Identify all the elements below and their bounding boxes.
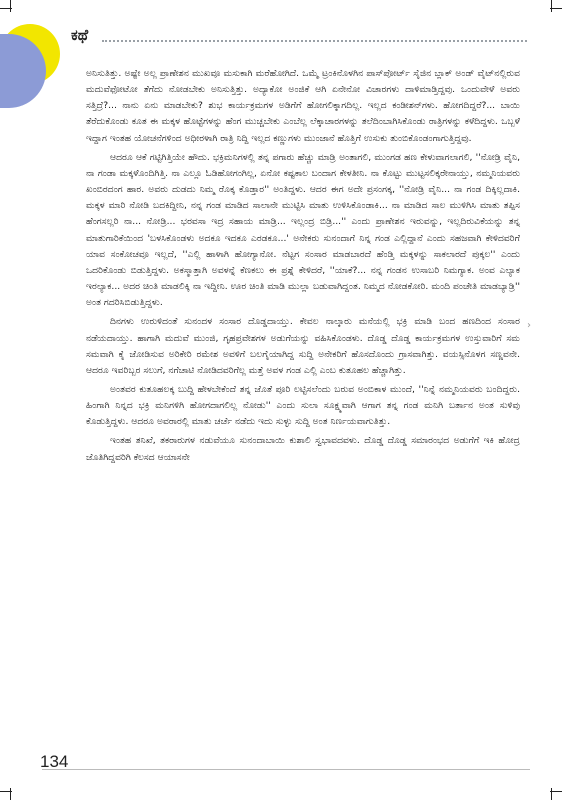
paragraph: ದಿನಗಳು ಉರುಳಿದಂತೆ ಸುನಂದಳ ಸಂಸಾರ ದೊಡ್ಡದಾಯ್ತು. ಕೇವಲ ನಾಲ್ಕಾರು ಮನೆಯಲ್ಲಿ ಭಕ್ರಿ ಮಾಡಿ ಬಂದ ಹಣದಿಂದ ಸಂಸಾರ ನಡೆಯದಾಯ್ತು. ಹಾಗಾಗಿ ಮದುವೆ ಮುಂಜಿ, ಗೃಹಪ್ರವೇಶಗಳ ಅಡುಗೆಯನ್ನು ವಹಿಸಿಕೊಂಡಳು. ದೊಡ್ಡ ದೊಡ್ಡ ಕಾರ್ಯಕ್ರಮಗಳ ಉಸ್ತುವಾರಿಗೆ ಸಮ ಸಮವಾಗಿ ಕೈ ಜೋಡಿಸುವ ಅರಿಕೇರಿ ರಮೇಶ ಅವಳಿಗೆ ಬಲಗೈಯಾಗಿದ್ದ ಸುದ್ದಿ ಅನೇಕರಿಗೆ ಹೊಸದೊಂದು ಗ್ರಾಸವಾಗಿತ್ತು. ವಯಸ್ಸಿನೊಳಗ ಸಣ್ಣವನೇ. ಆದರೂ ಇವರಿಬ್ಬರ ಸಲುಗೆ, ನಗೆಚಾಟಿ ನೋಡಿದವರಿಗೆಲ್ಲ ಮತ್ತೆ ಅವಳ ಗಂಡ ಎಲ್ಲಿ ಎಂಬ ಕುತೂಹಲ ಹೆಚ್ಚಾಗಿತ್ತು. [86, 316, 520, 376]
crop-mark-bottom-right-v [551, 788, 552, 800]
paragraph: ಅಂತವರ ಕುತೂಹಲಕ್ಕ ಬುದ್ದಿ ಹೇಳಬೇಕೆಂದೆ ತನ್ನ ಜೊತೆ ಪೂರಿ ಲಟ್ಟಿಸಲೆಂದು ಬರುವ ಅಂಬಿಕಾಳ ಮುಂದೆ, ''ನಿನ್ನೆ ನಮ್ಮನಿಯವರು ಬಂದಿದ್ದರು. ಹಿಂಗಾಗಿ ನಿನ್ನದ ಭಕ್ರಿ ಮನಿಗಳಿಗಿ ಹೋಗದಾಗಲಿಲ್ಲ ನೋಡು'' ಎಂದು ಸುಲಾ ಸೂಕ್ಷ್ಮವಾಗಿ ಆಗಾಗ ತನ್ನ ಗಂಡ ಮನಿಗಿ ಬರ್ತಾನ ಅಂತ ಸುಳಿವು ಕೊಡುತ್ತಿದ್ದಳು. ಆದರೂ ಅವರಾರಲ್ಲಿ ಮಾತು ಚರ್ಚೆ ನಡೆದು ಇದು ಸುಳ್ಳು ಸುದ್ದಿ ಅಂತ ನಿರ್ಣಯವಾಗುತಿತ್ತು. [86, 383, 520, 428]
header-dotted-rule [102, 40, 527, 42]
paragraph: ಇಂತಹ ತನಿಖೆ, ತಕರಾರುಗಳ ನಡುವೆಯೂ ಸುನಂದಾಬಾಯಿ ಕುಶಾಲಿ ಸ್ವಭಾವದವಳು. ದೊಡ್ಡ ದೊಡ್ಡ ಸಮಾರಂಭದ ಅಡುಗೆಗೆ ಇಕಿ ಹೋದ್ರ ಜೊತಿಗಿದ್ದವರಿಗಿ ಕೆಲಸದ ಆಯಾಸನೇ [86, 435, 520, 463]
section-title: ಕಥೆ [71, 26, 89, 44]
crop-mark-top-left-v [10, 0, 11, 12]
page-number: 134 [40, 752, 69, 771]
paragraph: ಆದರೂ ಆಕೆ ಗಟ್ಟಿಗಿತ್ತಿಯೇ ಹೌದು. ಭಕ್ರಿಮನಿಗಳಲ್ಲಿ ತನ್ನ ಪಗಾರು ಹೆಚ್ಚು ಮಾಡ್ರಿ ಅಂತಾಗಲಿ, ಮುಂಗಡ ಹಣ ಕೇಳುವಾಗಲಾಗಲಿ, ''ನೋಡ್ರಿ ವೈನಿ, ನಾ ಗಂಡಾ ಮಕ್ಕಳೊಂದಿಗಿತ್ತಿ. ನಾ ಎಲ್ಲೂ ಓಡಿಹೋಗಂಗಿಲ್ಲ, ಏನೋ ಕಷ್ಟಕಾಲ ಬಂದಾಗ ಕೇಳತೀನಿ. ನಾ ಕೊಟ್ಟು ಮುಟ್ಟಸಲಿಕ್ಕರೇನಾಯ್ತು, ನಮ್ಮನಿಯವರು ಖಂಬಿರದಂಗ ಹಾರ. ಅವರು ದುಡದು ನಿಮ್ಮ ರೊಕ್ಕ ಕೊಡ್ತಾರ'' ಅಂತಿದ್ದಳು. ಆದರ ಈಗ ಅದೇ ಪ್ರಸಂಗಕ್ಕ, ''ನೋಡ್ರಿ ವೈನಿ... ನಾ ಗಂಡ ದಿಕ್ಕಿಲ್ಲದಾಕಿ. ಮಕ್ಕಳ ಮಾರಿ ನೋಡಿ ಬದಕಿದ್ದೀನಿ, ನನ್ನ ಗಂಡ ಮಾಡಿದ ಸಾಲಾನೇ ಮುಟ್ಟಿಸಿ ಮಾತು ಉಳಿಸಿಕೊಂಡಾಕಿ... ನಾ ಮಾಡಿದ ಸಾಲ ಮುಳಿಗಿಸಿ ಮಾತು ತಪ್ಪಿಸ ಹೆಂಗಸಲ್ಲರಿ ನಾ... ನೋಡ್ರಿ... ಭರವಸಾ ಇದ್ರ ಸಹಾಯ ಮಾಡ್ರಿ... ಇಲ್ಲಂದ್ರ ಬಿಡ್ರಿ...'' ಎಂದು ಪ್ರಾಣೇಶನ ಇರುವನ್ನು, ಇಲ್ಲದಿರುವಿಕೆಯನ್ನು ತನ್ನ ಮಾತುಗಾರಿಕೆಯಿಂದ 'ಬಳಸಿಕೊಂಡಳು ಅದಕೂ ಇದಕೂ ಎರಡಕೂ...' ಅನೇಕರು ಸುನಂದಾಗೆ ನಿನ್ನ ಗಂಡ ಎಲ್ಲಿದ್ದಾನೆ ಎಂದು ಸಹಜವಾಗಿ ಕೇಳಿದವರಿಗೆ ಯಾವ ಸಂಕೋಚವೂ ಇಲ್ಲದೆ, ''ಎಲ್ಲಿ ಹಾಳಾಗಿ ಹೋಗ್ಯಾನೋ. ನೆಟ್ಟಗ ಸಂಸಾರ ಮಾಡಬಾರದೆ ಹೆಂಡ್ತಿ ಮಕ್ಕಳನ್ನು ಸಾಕಲಾರದೆ ಪುಕ್ಕಲ'' ಎಂದು ಒದರಿಕೊಂಡು ಬಿಡುತ್ತಿದ್ದಳು. ಅಕಸ್ಮಾತ್ತಾಗಿ ಅವಳನ್ನೆ ಕೆಣಕಲು ಈ ಪ್ರಶ್ನೆ ಕೇಳಿದರೆ, ''ಯಾಕೆ?... ನನ್ನ ಗಂಡನ ಉಸಾಬರಿ ನಿಮಗ್ಯಾಕ. ಅಂವ ಎಲ್ಯಾಕ ಇರಲ್ಯಾಕ... ಅದರ ಚಿಂತಿ ಮಾಡಲಿಕ್ಕಿ ನಾ ಇದ್ದೀನಿ. ಊರ ಚಿಂತಿ ಮಾಡಿ ಮುಲ್ಲಾ ಬಡುವಾಗಿದ್ದಂತ. ನಿಮ್ಮದ ನೋಡಕೋರಿ. ಮಂದಿ ಪಂಚೇತಿ ಮಾಡಬ್ಯಾಡ್ರಿ'' ಅಂತ ಗದರಿಸಿಬಿಡುತ್ತಿದ್ದಳು. [86, 151, 520, 309]
footer-rule [42, 769, 530, 770]
paragraph: ಅನಿಸುತಿತ್ತು. ಅಷ್ಟೇ ಅಲ್ಲ ಪ್ರಾಣೇಶನ ಮುಖವೂ ಮಸುಕಾಗಿ ಮರೆಹೋಗಿದೆ. ಒಮ್ಮೆ ಟ್ರಂಕಿನೊಳಗಿನ ಪಾಸ್‌ಪೋರ್ಟ್ ಸೈಜಿನ ಬ್ಲಾಕ್ ಅಂಡ್ ವೈಟ್‌ನಲ್ಲಿರುವ ಮದುವೆಫೋಟೋ ತೆಗೆದು ನೋಡಬೇಕು ಅನಿಸುತ್ತಿತ್ತು. ಅದ್ಯಾಕೋ ಅಂಜಿಕೆ ಆಗಿ ಏನೇನೋ ವಿಚಾರಗಳು ದಾಳಿಮಾಡ್ತಿದ್ದವು. ಒಂದುವೇಳೆ ಅವರು ಸತ್ತಿದ್ರೆ?... ನಾನು ಏನು ಮಾಡಬೇಕು? ಶುಭ ಕಾರ್ಯಕ್ರಮಗಳ ಅಡಿಗೆಗೆ ಹೋಗಲಿಕ್ಕಾಗದಿಲ್ಲ. ಇಲ್ಲದ ಕಂಡೀಶನ್‌ಗಳು. ಹೋಗದಿದ್ದರೆ?... ಬಾಯಿ ತೆರೆದುಕೊಂಡು ಕೂತ ಈ ಮಕ್ಕಳ ಹೊಟ್ಟೆಗಳನ್ನು ಹೆಂಗ ಮುಚ್ಚಬೇಕು ಎಂಬೆಲ್ಲ ಲೆಕ್ಕಾಚಾರಗಳನ್ನು ತಲೆದಿಂಬಾಗಿಸಿಕೊಂಡು ರಾತ್ರಿಗಳನ್ನು ಕಳೆದಿದ್ದಳು. ಒಬ್ಬಳೆ ಇದ್ದಾಗ ಇಂತಹ ಯೋಚನೆಗಳಿಂದ ಅಧೀರಳಾಗಿ ರಾತ್ರಿ ನಿದ್ದಿ ಇಲ್ಲದ ಕಣ್ಣುಗಳು ಮುಂಜಾನೆ ಹೊತ್ತಿಗೆ ಉಸುಕು ತುಂಬಿಕೊಂಡಂಗಾಗುತ್ತಿದ್ದವು. [86, 68, 520, 144]
crop-mark-top-right-v [551, 0, 552, 12]
crop-mark-bottom-left-v [10, 788, 11, 800]
margin-arrow-icon: › [527, 320, 531, 331]
story-body [86, 66, 520, 469]
